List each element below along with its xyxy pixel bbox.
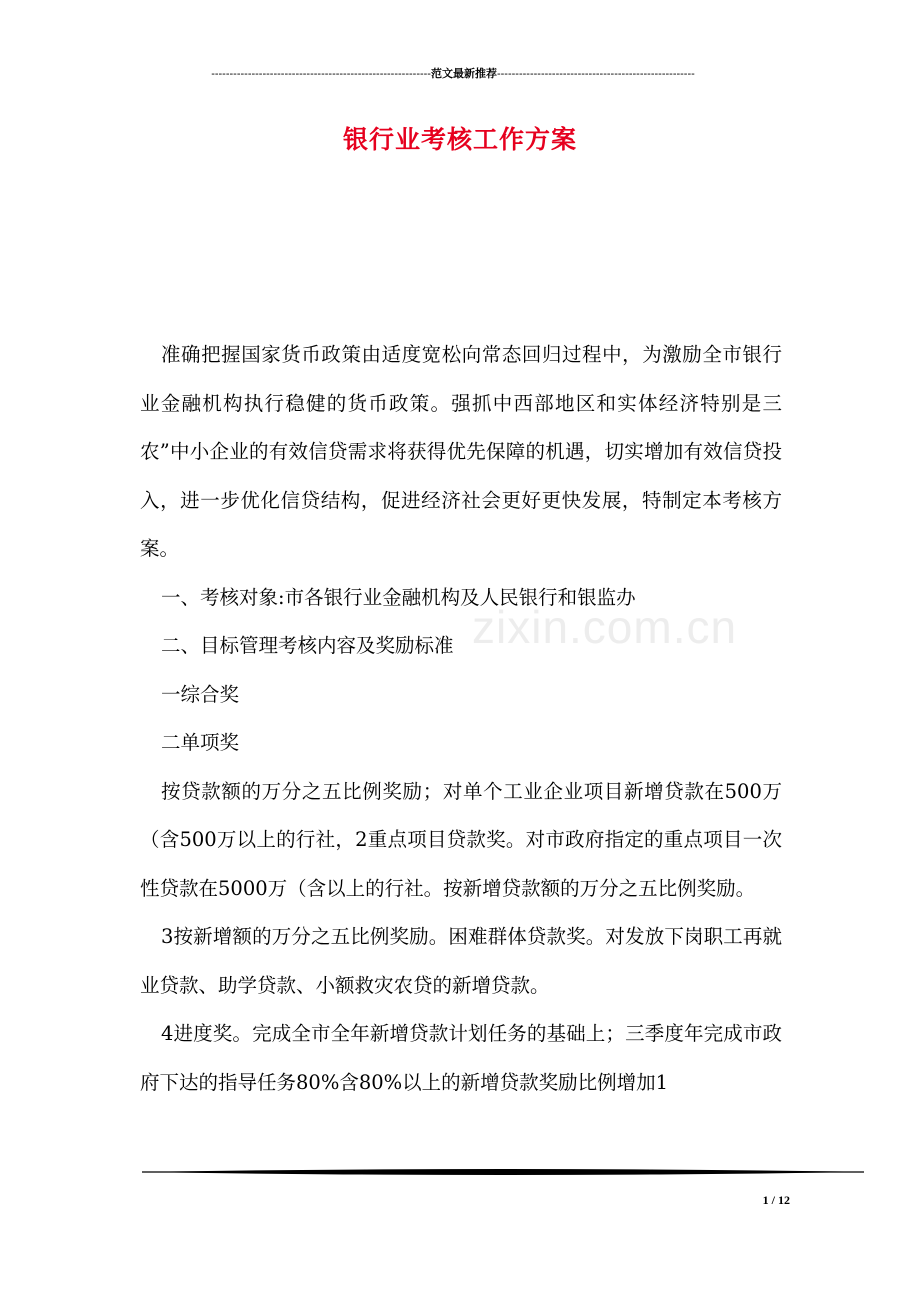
document-title: 银行业考核工作方案 xyxy=(342,125,577,154)
paragraph-intro: 准确把握国家货币政策由适度宽松向常态回归过程中，为激励全市银行业金融机构执行稳健的货币政策。强抓中西部地区和实体经济特别是三农”中小企业的有效信贷需求将获得优先保障的机遇，切实增加有效信贷投入，进一步优化信贷结构，促进经济社会更好更快发展，特制定本考核方案。 xyxy=(140,343,782,560)
paragraph-hardship-award: 3按新增额的万分之五比例奖励。困难群体贷款奖。对发放下岗职工再就业贷款、助学贷款、小额救灾农贷的新增贷款。 xyxy=(140,925,782,997)
footer-rule xyxy=(142,1165,864,1179)
document-body xyxy=(140,331,782,1107)
paragraph-progress-award: 4进度奖。完成全市全年新增贷款计划任务的基础上；三季度年完成市政府下达的指导任务80%含80%以上的新增贷款奖励比例增加1 xyxy=(140,1022,782,1094)
paragraph-loan-award: 按贷款额的万分之五比例奖励；对单个工业企业项目新增贷款在500万（含500万以上的行社，2重点项目贷款奖。对市政府指定的重点项目一次性贷款在5000万（含以上的行社。按新增贷款额的万分之五比例奖励。 xyxy=(140,779,782,900)
paragraph-comprehensive-award: 一综合奖 xyxy=(161,682,240,706)
header-label: 范文最新推荐 xyxy=(430,68,497,80)
page-number: 1 / 12 xyxy=(762,1193,790,1207)
paragraph-section-2: 二、目标管理考核内容及奖励标准 xyxy=(161,634,454,657)
watermark: zixin.com.cn xyxy=(472,601,738,653)
paragraph-section-1: 一、考核对象:市各银行业金融机构及人民银行和银监办 xyxy=(161,585,636,609)
paragraph-single-award: 二单项奖 xyxy=(161,731,240,754)
page-header xyxy=(140,66,766,82)
header-dashes-left: ------------------------------------------------------------ xyxy=(211,68,431,80)
header-dashes-right: ------------------------------------------------------ xyxy=(496,68,695,80)
